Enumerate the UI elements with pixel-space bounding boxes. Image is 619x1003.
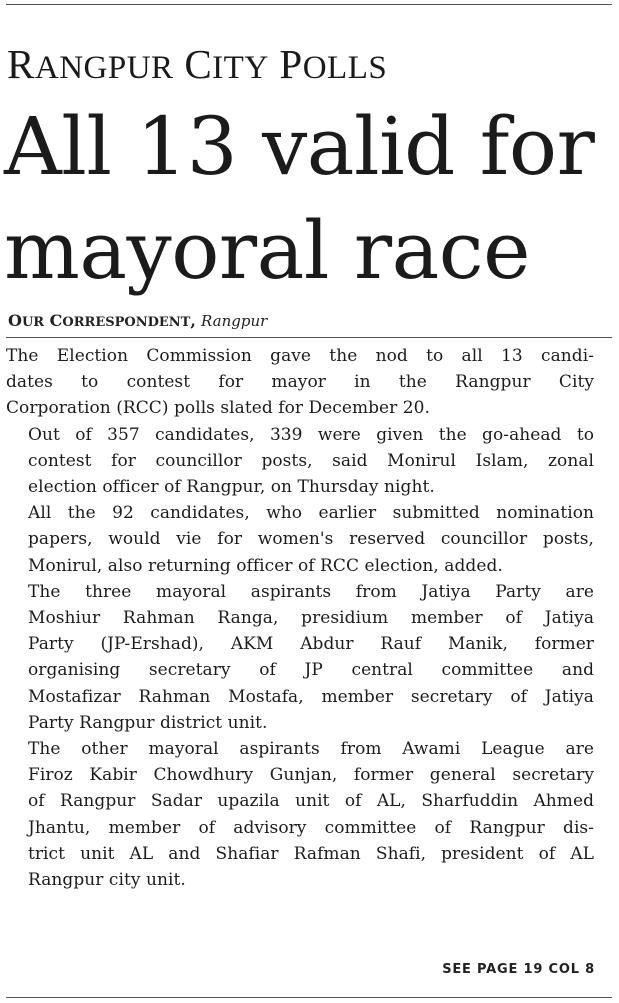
text-line: The three mayoral aspirants from Jatiya Party are xyxy=(28,581,594,602)
text-line: election officer of Rangpur, on Thursday night. xyxy=(28,477,435,498)
kicker xyxy=(7,40,387,92)
kicker-cap-p: P xyxy=(279,41,303,87)
paragraph-4 xyxy=(6,579,594,736)
article-body xyxy=(6,343,594,893)
text-line: Firoz Kabir Chowdhury Gunjan, former general secretary xyxy=(28,765,594,786)
text-line: Monirul, also returning officer of RCC election, added. xyxy=(28,555,503,576)
text-line: Party (JP-Ershad), AKM Abdur Rauf Manik, former xyxy=(28,634,594,655)
kicker-cap-r: R xyxy=(7,41,35,87)
paragraph-2 xyxy=(6,422,594,501)
text-line: Party Rangpur district unit. xyxy=(28,712,268,733)
text-line: Out of 357 candidates, 339 were given the go-ahead to xyxy=(28,424,594,445)
bottom-rule xyxy=(6,997,612,998)
text-line: contest for councillor posts, said Monirul Islam, zonal xyxy=(28,450,594,471)
text-line: All the 92 candidates, who earlier submitted nomination xyxy=(28,503,594,524)
kicker-cap-c: C xyxy=(184,41,213,87)
byline-location: Rangpur xyxy=(201,312,268,330)
byline-name: OUR CORRESPONDENT, xyxy=(8,311,196,330)
text-line: trict unit AL and Shafiar Rafman Shafi, president of AL xyxy=(28,843,594,864)
byline xyxy=(8,310,267,334)
text-line: Corporation (RCC) polls slated for December 20. xyxy=(6,398,430,419)
headline xyxy=(4,95,616,303)
text-line: papers, would vie for women's reserved councillor posts, xyxy=(28,529,594,550)
text-line: Rangpur city unit. xyxy=(28,870,186,891)
continuation-jump: SEE PAGE 19 COL 8 xyxy=(442,962,595,977)
text-line: dates to contest for mayor in the Rangpur City xyxy=(6,372,594,393)
text-line: Moshiur Rahman Ranga, presidium member of Jatiya xyxy=(28,608,594,629)
kicker-small-2: ITY xyxy=(212,50,269,86)
paragraph-3 xyxy=(6,500,594,579)
kicker-small-3: OLLS xyxy=(302,50,388,86)
text-line: Jhantu, member of advisory committee of Rangpur dis- xyxy=(28,817,594,838)
kicker-small-1: ANGPUR xyxy=(34,50,174,86)
text-line: organising secretary of JP central committee and xyxy=(28,660,594,681)
top-rule xyxy=(6,4,612,5)
text-line: The other mayoral aspirants from Awami League are xyxy=(28,739,594,760)
text-line: The Election Commission gave the nod to all 13 candi- xyxy=(6,346,594,366)
text-line: of Rangpur Sadar upazila unit of AL, Sharfuddin Ahmed xyxy=(28,791,594,812)
paragraph-1 xyxy=(6,343,594,422)
headline-line-1: All 13 valid for xyxy=(4,100,595,193)
headline-line-2: mayoral race xyxy=(4,204,530,297)
text-line: Mostafizar Rahman Mostafa, member secretary of Jatiya xyxy=(28,686,594,707)
paragraph-5 xyxy=(6,736,594,893)
byline-rule xyxy=(6,337,612,338)
